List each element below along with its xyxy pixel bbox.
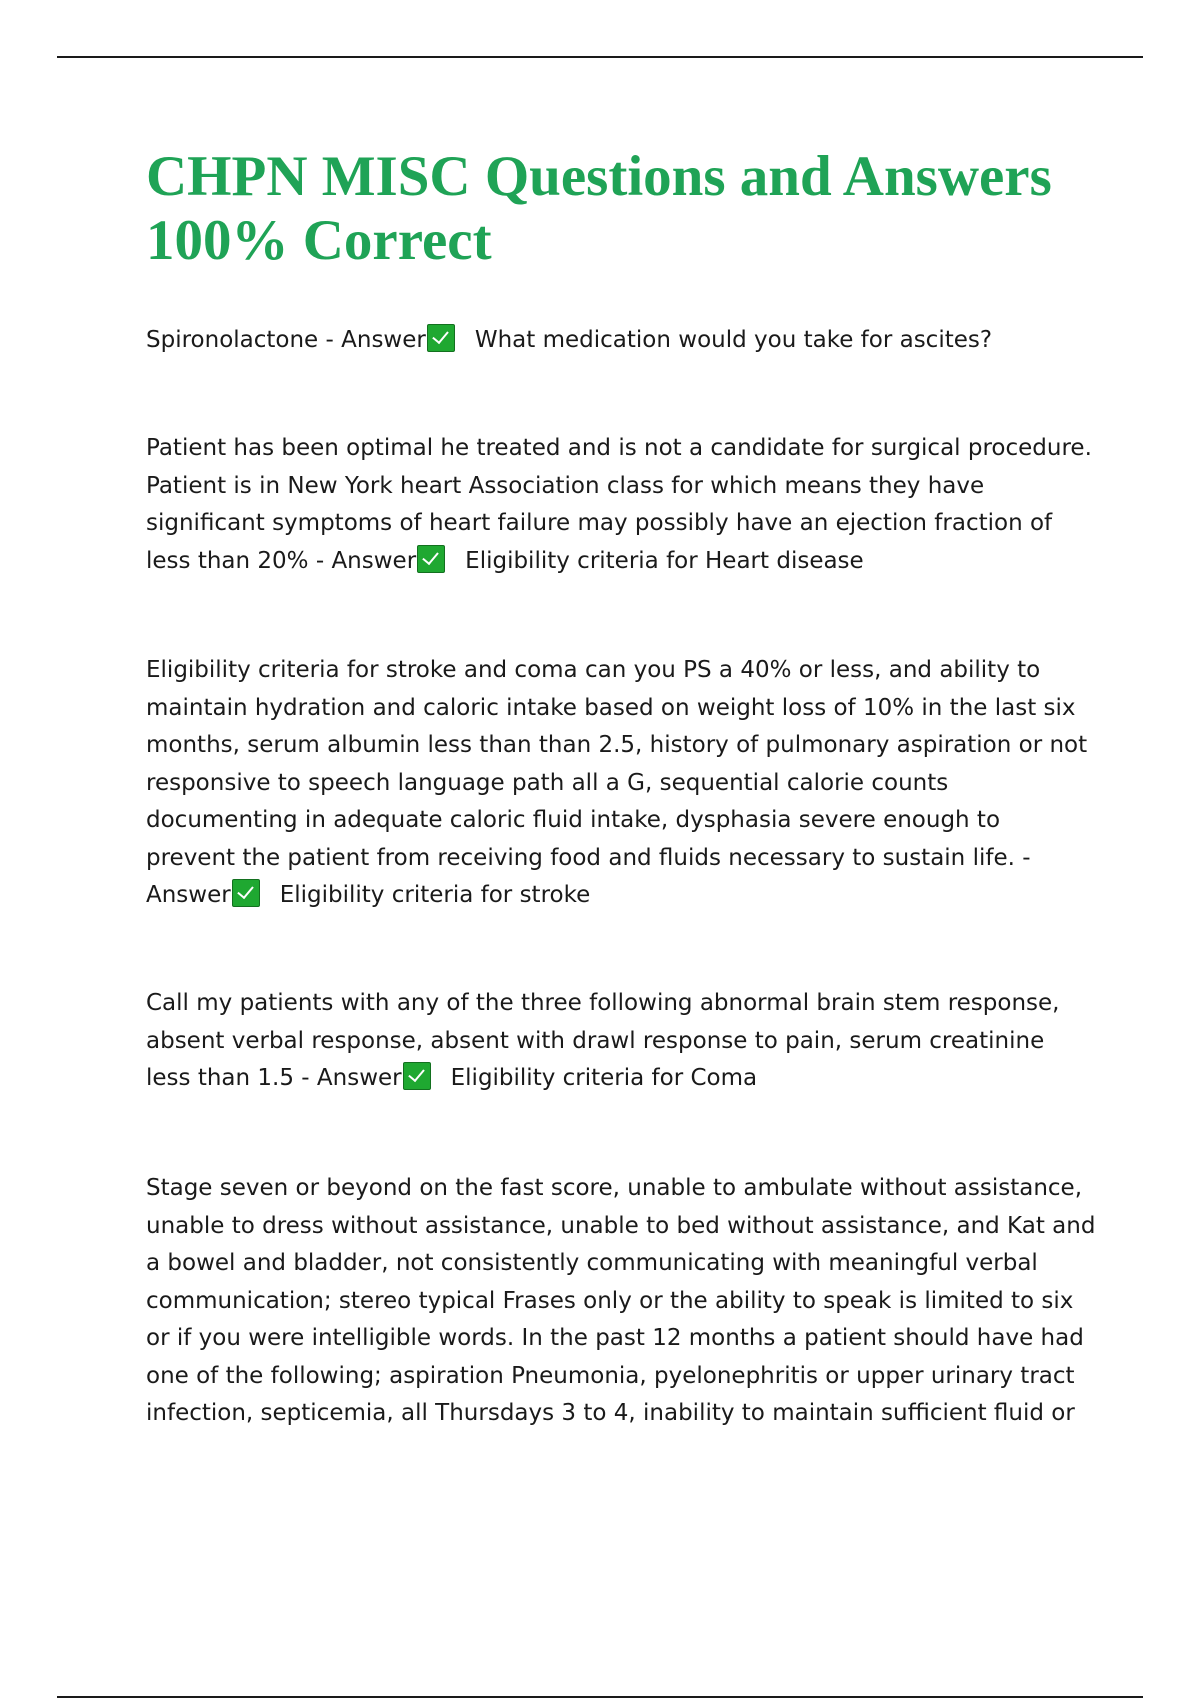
check-mark-icon (232, 879, 260, 907)
check-mark-icon (403, 1062, 431, 1090)
qa-entry (146, 430, 1096, 580)
question-text: Eligibility criteria for Heart disease (465, 547, 864, 574)
answer-text: Call my patients with any of the three following abnormal brain stem response, absent verbal response, absent with drawl response to pain, serum creatinine less than 1.5 - (146, 990, 1060, 1091)
answer-text: Stage seven or beyond on the fast score, unable to ambulate without assistance, unable to dress without assistance, unable to bed without assistance, and Kat and a bowel and bladder, not consistently communicating with meaningful verbal communication; stereo typical Frases only or the ability to speak is limited to six or if you were intelligible words. In the past 12 months a patient should have had one of the following; aspiration Pneumonia, pyelonephritis or upper urinary tract infection, septicemia, all Thursdays 3 to 4, inability to maintain sufficient fluid or (146, 1175, 1096, 1426)
check-mark-icon (427, 324, 455, 352)
answer-label: Answer (331, 547, 417, 574)
answer-label: Answer (316, 1065, 402, 1091)
qa-entry (146, 322, 1096, 360)
answer-text: Eligibility criteria for stroke and coma can you PS a 40% or less, and ability to maintain hydration and caloric intake based on weight loss of 10% in the last six months, serum albumin less than than 2.5, history of pulmonary aspiration or not responsive to speech language path all a G, sequential calorie counts documenting in adequate caloric fluid intake, dysphasia severe enough to prevent the patient from receiving food and fluids necessary to sustain life. - (146, 657, 1088, 871)
qa-entry (146, 652, 1096, 915)
answer-label: Answer (146, 882, 231, 908)
question-text: What medication would you take for ascites? (474, 327, 993, 353)
answer-text: Spironolactone - (146, 327, 342, 353)
question-text: Eligibility criteria for stroke (279, 882, 591, 908)
answer-label: Answer (341, 327, 426, 353)
check-mark-icon (417, 545, 445, 573)
bottom-divider (57, 1696, 1143, 1698)
qa-entry (146, 1170, 1096, 1433)
qa-entry (146, 985, 1096, 1098)
question-text: Eligibility criteria for Coma (450, 1065, 758, 1091)
top-divider (57, 56, 1143, 58)
page-title: CHPN MISC Questions and Answers 100% Correct (146, 145, 1052, 272)
answer-text: Patient has been optimal he treated and is not a candidate for surgical procedure. Patient is in New York heart Association class for which means they have significant symptoms of heart failure may possibly have an ejection fraction of less than 20% - (146, 435, 1092, 574)
